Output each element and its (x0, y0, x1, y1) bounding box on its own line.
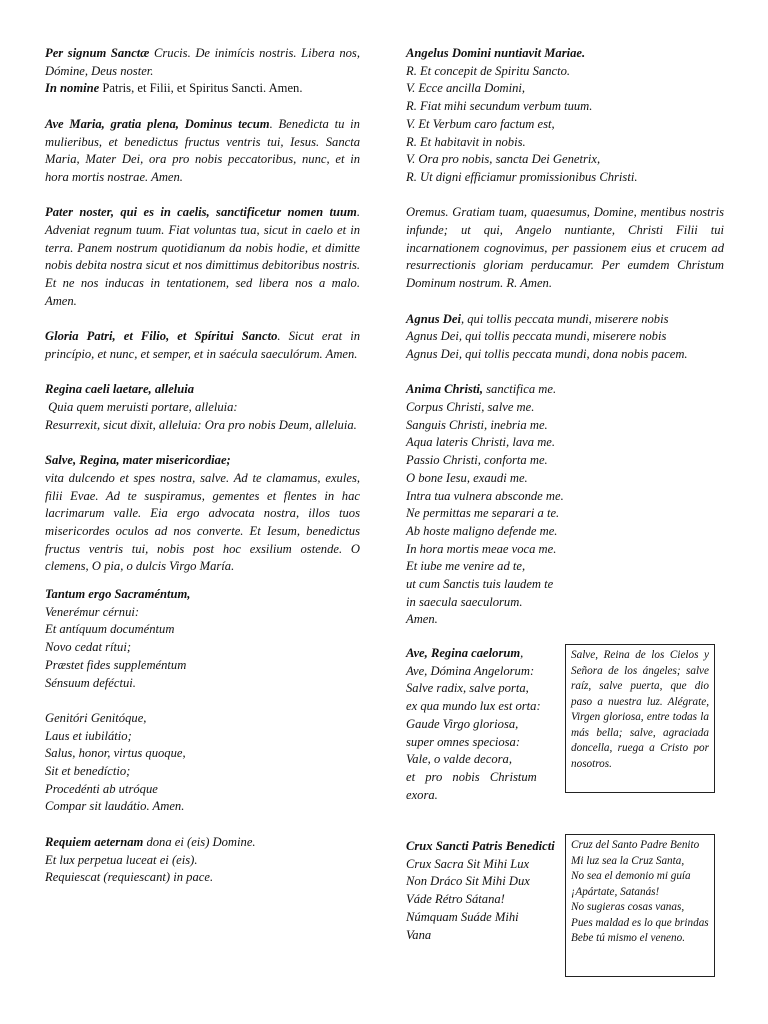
angelus-line: R. Et habitavit in nobis. (406, 134, 526, 149)
hymn-line: Procedénti ab utróque (45, 781, 158, 796)
ave-regina-comma: , (520, 646, 524, 660)
crux-line: Non Dráco Sit Mihi Dux (406, 874, 530, 889)
crux-translation-line: Pues maldad es lo que brindas (571, 916, 709, 929)
anima-christi-line: In hora mortis meae voca me. (406, 541, 557, 556)
crux-line: Váde Rétro Sátana! (406, 892, 505, 907)
salve-regina-prayer (45, 452, 360, 576)
requiem-line: dona ei (eis) Domine. (143, 834, 256, 849)
pater-noster-heading: Pater noster, qui es in caelis, sanctificetur nomen tuum (45, 205, 357, 220)
pater-noster-prayer (45, 204, 360, 310)
right-column (406, 45, 724, 629)
ave-regina-line: Ave, Dómina Angelorum: (406, 663, 535, 678)
ave-regina-line: exora. (406, 787, 438, 802)
anima-christi-line: Et iube me venire ad te, (406, 559, 526, 574)
ave-regina-line: Salve radix, salve porta, (406, 681, 529, 696)
anima-christi-line: Corpus Christi, salve me. (406, 400, 535, 415)
ave-maria-heading: Ave Maria, gratia plena, Dominus tecum (45, 116, 270, 131)
crux-heading: Crux Sancti Patris Benedicti (406, 839, 555, 853)
hymn-line: Novo cedat rítui; (45, 640, 132, 655)
ave-maria-text: . Benedicta tu in mulieribus, et benedictus fructus ventris tui, Iesus. Sancta Maria, Mater Dei, ora pro nobis peccatoribus, nunc, et in hora mortis nostrae. Amen. (45, 116, 360, 184)
hymn-line: Genitóri Genitóque, (45, 710, 147, 725)
crux-translation-line: Mi luz sea la Cruz Santa, (571, 854, 685, 867)
in-nomine-heading: In nomine (45, 81, 100, 96)
requiem-line: Requiescat (requiescant) in pace. (45, 870, 214, 885)
gloria-prayer (45, 328, 360, 363)
anima-christi-line: ut cum Sanctis tuis laudem te (406, 577, 554, 592)
ave-regina-translation-box (565, 644, 715, 793)
gloria-text: . Sicut erat in princípio, et nunc, et semper, et in saécula saeculórum. Amen. (45, 329, 360, 361)
anima-christi-line: Passio Christi, conforta me. (406, 453, 548, 468)
anima-christi-line: Ne permittas me separari a te. (406, 506, 560, 521)
anima-christi-line: Aqua lateris Christi, lava me. (406, 435, 556, 450)
agnus-dei-line: , qui tollis peccata mundi, miserere nobis (460, 311, 669, 326)
salve-regina-text: vita dulcendo et spes nostra, salve. Ad te clamamus, exules, filii Evae. Ad te suspiramus, gementes et flentes in hac lacrimarum valle. Eia ergo advocata nostra, illos tuos misericordes oculos ad nos converte. Et Iesum, benedictus fructus ventris tui, nobis post hoc exsilium ostende. O clemens, O pia, o dulcis Virgo María. (45, 470, 360, 574)
crux-translation-box (565, 834, 715, 977)
requiem-line: Et lux perpetua luceat ei (eis). (45, 852, 198, 867)
ave-maria-prayer (45, 116, 360, 187)
requiem-heading: Requiem aeternam (45, 834, 144, 849)
anima-christi-line: Intra tua vulnera absconde me. (406, 488, 564, 503)
salve-regina-heading: Salve, Regina, mater misericordiae; (45, 453, 231, 468)
ave-regina-caelorum-prayer (406, 645, 556, 804)
regina-caeli-heading: Regina caeli laetare, alleluia (45, 382, 195, 397)
angelus-line: V. Ecce ancilla Domini, (406, 81, 526, 96)
crux-line: Vana (406, 927, 432, 942)
hymn-line: Compar sit laudátio. Amen. (45, 799, 185, 814)
ave-regina-line: super omnes speciosa: (406, 734, 521, 749)
angelus-line: R. Et concepit de Spiritu Sancto. (406, 63, 571, 78)
left-column (45, 45, 360, 887)
anima-christi-line: in saecula saeculorum. (406, 594, 523, 609)
hymn-line: Salus, honor, virtus quoque, (45, 746, 186, 761)
hymn-line: Laus et iubilátio; (45, 728, 132, 743)
oremus-prayer: Oremus. Gratiam tuam, quaesumus, Domine, mentibus nostris infunde; ut qui, Angelo nuntiante, Christi Filii tui incarnationem cognovimus, per passionem eius et crucem ad resurrectionis gloriam perducamur. Per eumdem Christum Dominum nostrum. R. Amen. (406, 205, 724, 291)
gloria-heading: Gloria Patri, et Filio, et Spíritui Sancto (45, 329, 278, 344)
regina-caeli-line: Resurrexit, sicut dixit, alleluia: Ora pro nobis Deum, alleluia. (45, 417, 357, 432)
ave-regina-heading: Ave, Regina caelorum (406, 646, 521, 660)
requiem-prayer (45, 834, 360, 887)
crux-translation-line: Cruz del Santo Padre Benito (571, 839, 700, 851)
tantum-ergo-heading: Tantum ergo Sacraméntum, (45, 587, 191, 602)
crux-translation-line: No sugieras cosas vanas, (571, 901, 685, 913)
crux-translation-line: No sea el demonio mi guía (571, 870, 691, 882)
hymn-line: Præstet fides suppleméntum (45, 657, 187, 672)
crux-line: Crux Sacra Sit Mihi Lux (406, 856, 530, 871)
agnus-dei-line: Agnus Dei, qui tollis peccata mundi, dona nobis pacem. (406, 346, 688, 361)
hymn-line: Et antíquum documéntum (45, 622, 175, 637)
anima-christi-line: O bone Iesu, exaudi me. (406, 470, 528, 485)
in-nomine-text: Patris, et Filii, et Spiritus Sancti. Amen. (99, 81, 303, 96)
sign-cross-text: Crucis. De inimícis nostris. Libera nos, Dómine, Deus noster. (45, 46, 360, 78)
ave-regina-line: ex qua mundo lux est orta: (406, 699, 541, 714)
crux-line: Númquam Suáde Mihi (406, 909, 519, 924)
angelus-line: R. Fiat mihi secundum verbum tuum. (406, 99, 593, 114)
regina-caeli-line: Quia quem meruisti portare, alleluia: (45, 400, 238, 414)
tantum-ergo-hymn (45, 586, 360, 816)
agnus-dei-line: Agnus Dei, qui tollis peccata mundi, miserere nobis (406, 329, 667, 344)
ave-regina-translation-text: Salve, Reina de los Cielos y Señora de los ángeles; salve raíz, salve puerta, que dio paso a nuestra luz. Alégrate, Virgen gloriosa, entre todas la más bella; salve, agraciada doncella, ruega a Cristo por nosotros. (571, 649, 709, 770)
anima-christi-heading: Anima Christi, (406, 382, 483, 397)
ave-regina-line: et pro nobis Christum (406, 769, 537, 784)
crux-benedicti-prayer (406, 838, 556, 944)
angelus-prayer (406, 45, 724, 187)
crux-translation-line: ¡Apártate, Satanás! (571, 885, 660, 898)
hymn-line: Venerémur cérnui: (45, 604, 140, 619)
angelus-line: V. Ora pro nobis, sancta Dei Genetrix, (406, 152, 601, 167)
angelus-line: R. Ut digni efficiamur promissionibus Christi. (406, 169, 638, 184)
hymn-line: Sit et benedíctio; (45, 764, 131, 779)
agnus-dei-prayer (406, 311, 724, 364)
crux-translation-line: Bebe tú mismo el veneno. (571, 932, 686, 944)
agnus-dei-heading: Agnus Dei (406, 311, 461, 326)
ave-regina-line: Gaude Virgo gloriosa, (406, 716, 519, 731)
regina-caeli-prayer (45, 381, 360, 434)
angelus-heading: Angelus Domini nuntiavit Mariae. (406, 46, 586, 60)
hymn-line: Sénsuum deféctui. (45, 675, 136, 690)
anima-christi-prayer (406, 381, 724, 629)
pater-noster-text: . Adveniat regnum tuum. Fiat voluntas tua, sicut in caelo et in terra. Panem nostrum quotidianum da nobis hodie, et dimitte nobis debita nostra sicut et nos dimittimus debitoribus nostris. Et ne nos inducas in tentationem, sed libera nos a malo. Amen. (45, 205, 360, 308)
anima-christi-line: Ab hoste maligno defende me. (406, 523, 558, 538)
angelus-line: V. Et Verbum caro factum est, (406, 116, 555, 131)
sign-of-cross-prayer (45, 45, 360, 98)
anima-christi-line: sanctifica me. (483, 382, 557, 397)
anima-christi-line: Sanguis Christi, inebria me. (406, 417, 548, 432)
sign-cross-heading: Per signum Sanctæ (45, 46, 150, 60)
anima-christi-line: Amen. (406, 612, 438, 627)
ave-regina-line: Vale, o valde decora, (406, 752, 512, 767)
